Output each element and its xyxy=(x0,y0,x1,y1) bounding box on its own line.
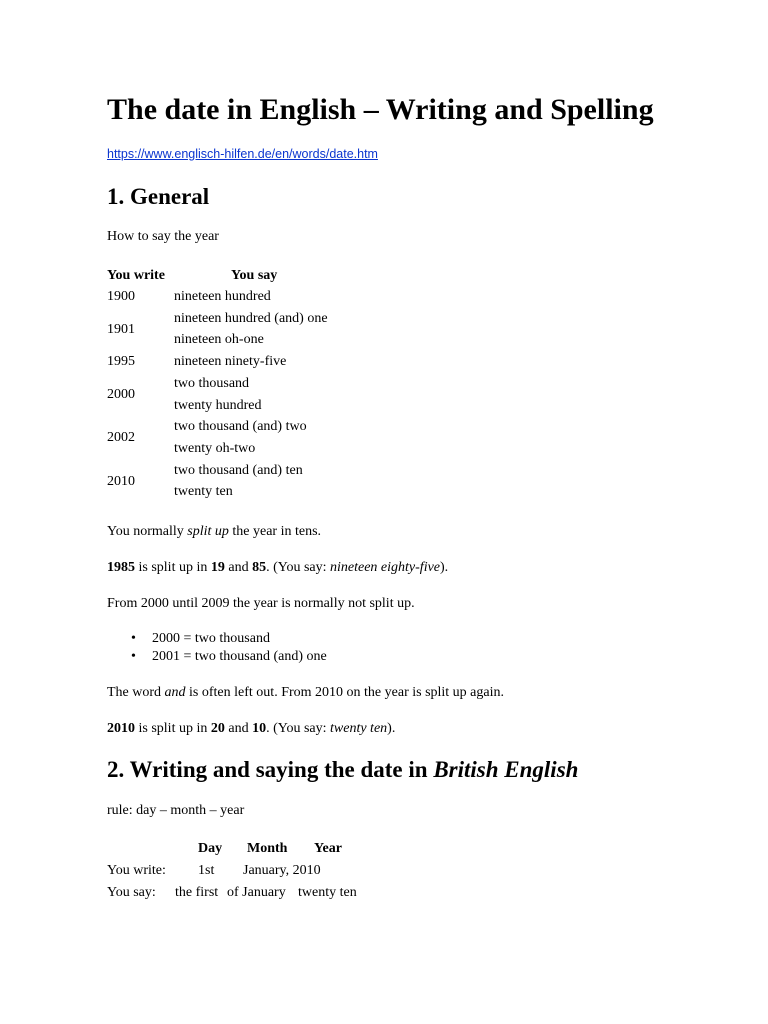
date-header-day: Day xyxy=(198,841,223,856)
page-title: The date in English – Writing and Spelling xyxy=(107,93,654,126)
say-1901-a: nineteen hundred (and) one xyxy=(174,311,328,326)
say-2010-a: two thousand (and) ten xyxy=(174,463,303,478)
say-year: twenty ten xyxy=(298,885,357,900)
year-2002: 2002 xyxy=(107,430,135,445)
source-link[interactable]: https://www.englisch-hilfen.de/en/words/date.htm xyxy=(107,147,378,161)
year-1995: 1995 xyxy=(107,354,135,369)
table-header-you-write: You write xyxy=(107,268,165,283)
you-say-label: You say: xyxy=(107,885,156,900)
say-2000-a: two thousand xyxy=(174,376,250,391)
say-2002-b: twenty oh-two xyxy=(174,441,256,456)
list-item: • 2000 = two thousand xyxy=(131,631,270,646)
paragraph-and-left-out: The word and is often left out. From 2010 on the year is split up again. xyxy=(107,685,504,700)
bullet-dot: • xyxy=(131,631,136,646)
bullet-dot: • xyxy=(131,649,136,664)
say-1900: nineteen hundred xyxy=(174,289,271,304)
say-month: of January xyxy=(227,885,286,900)
say-1995: nineteen ninety-five xyxy=(174,354,287,369)
paragraph-2010: 2010 is split up in 20 and 10. (You say: twenty ten). xyxy=(107,721,396,736)
year-2010: 2010 xyxy=(107,474,135,489)
you-write-label: You write: xyxy=(107,863,166,878)
say-2000-b: twenty hundred xyxy=(174,398,262,413)
paragraph-1985: 1985 is split up in 19 and 85. (You say: nineteen eighty-five). xyxy=(107,560,449,575)
year-1900: 1900 xyxy=(107,289,135,304)
section-1-intro: How to say the year xyxy=(107,229,219,244)
year-2000: 2000 xyxy=(107,387,135,402)
say-2010-b: twenty ten xyxy=(174,484,233,499)
say-day: the first xyxy=(175,885,219,900)
date-header-month: Month xyxy=(247,841,288,856)
date-header-year: Year xyxy=(314,841,342,856)
say-2002-a: two thousand (and) two xyxy=(174,419,307,434)
write-month-year: January, 2010 xyxy=(243,863,321,878)
list-item: • 2001 = two thousand (and) one xyxy=(131,649,327,664)
table-header-you-say: You say xyxy=(231,268,278,283)
section-1-heading: 1. General xyxy=(107,184,210,209)
paragraph-split-up: You normally split up the year in tens. xyxy=(107,524,322,539)
year-1901: 1901 xyxy=(107,322,135,337)
say-1901-b: nineteen oh-one xyxy=(174,332,264,347)
paragraph-2000-2009: From 2000 until 2009 the year is normally not split up. xyxy=(107,596,415,611)
bullet-list xyxy=(107,630,327,666)
write-day: 1st xyxy=(198,863,215,878)
section-2-rule: rule: day – month – year xyxy=(107,803,245,818)
section-2-heading: 2. Writing and saying the date in British English xyxy=(107,757,579,782)
